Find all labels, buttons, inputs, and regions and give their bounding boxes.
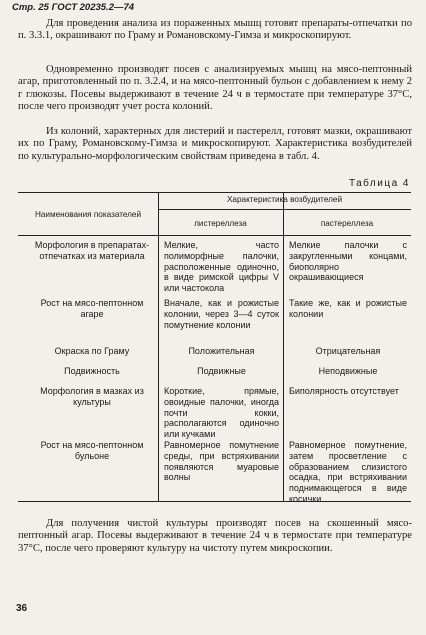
table-header-rule (18, 235, 411, 236)
page-header: Стр. 25 ГОСТ 20235.2—74 (12, 2, 135, 13)
table-top-rule (18, 192, 411, 193)
characteristics-table (18, 192, 411, 502)
row-6-pasterella: Равномерное помутнение, затем просветление с образованием слизистого осадка, при встряхивании поднимающегося в виде косички (289, 440, 407, 504)
row-2-name: Рост на мясо-пептонном агаре (40, 298, 144, 319)
row-4-listerella: Подвижные (197, 366, 246, 376)
row-4-name: Подвижность (64, 366, 120, 376)
table-bottom-rule (18, 501, 411, 502)
row-6-name: Рост на мясо-пептонном бульоне (40, 440, 144, 461)
row-5-listerella: Короткие, прямые, овоидные палочки, иногда почти кокки, располагаются одиночно или кучками (164, 386, 279, 440)
row-5-name: Морфология в мазках из культуры (40, 386, 144, 407)
row-3-pasterella: Отрицательная (315, 346, 381, 356)
page-number: 36 (16, 603, 28, 614)
row-6-listerella: Равномерное помутнение среды, при встряхивании появляются муаровые волны (164, 440, 279, 483)
table-col-divider-1 (158, 192, 159, 502)
row-2-pasterella: Такие же, как и рожистые колонии (289, 298, 407, 319)
col-header-pasterella: пастереллеза (320, 219, 374, 228)
paragraph-1: Для проведения анализа из пораженных мышц готовят препараты-отпечатки по п. 3.3.1, окрашивают по Граму и Романовскому-Гимза и микроскопируют. (18, 18, 412, 42)
table-group-rule (158, 209, 411, 210)
row-3-listerella: Положительная (188, 346, 255, 356)
row-1-name: Морфология в препаратах-отпечатках из материала (34, 240, 150, 261)
table-title: Таблица 4 (348, 178, 410, 189)
row-1-listerella: Мелкие, часто полиморфные палочки, расположенные одиночно, в виде римской цифры V или частокола (164, 240, 279, 294)
col-header-listerella: листереллезa (194, 219, 247, 228)
paragraph-4: Для получения чистой культуры производят посев на скошенный мясо-пептонный агар. Посевы выдерживают в течение 24 ч в термостате при температуре 37°С, после чего проверяют культуру на чистоту путем микроскопии. (18, 518, 412, 554)
row-1-pasterella: Мелкие палочки с закругленными концами, биополярно окрашивающиеся (289, 240, 407, 283)
row-3-name: Окраска по Граму (54, 346, 130, 356)
col-header-group: Характеристика возбудителей (226, 195, 343, 204)
row-5-pasterella: Биполярность отсутствует (289, 386, 399, 396)
row-2-listerella: Вначале, как и рожистые колонии, через 3—4 суток помутнение колонии (164, 298, 279, 330)
paragraph-3: Из колоний, характерных для листерий и пастерелл, готовят мазки, окрашивают их по Граму, Романовскому-Гимза и микроскопируют. Характеристика возбудителей по культурально-морфологическим свойствам приведена в табл. 4. (18, 126, 412, 162)
row-4-pasterella: Неподвижные (318, 366, 378, 376)
table-col-divider-2 (283, 192, 284, 502)
col-header-indicator: Наименования показателей (34, 210, 142, 219)
paragraph-2: Одновременно производят посев с анализируемых мышц на мясо-пептонный агар, приготовленный по п. 3.2.4, и на мясо-пептонный бульон с добавлением к нему 2 г глюкозы. Посевы выдерживают в течение 24 ч в термостате при температуре 37°С, после чего производят учет роста колоний. (18, 64, 412, 113)
